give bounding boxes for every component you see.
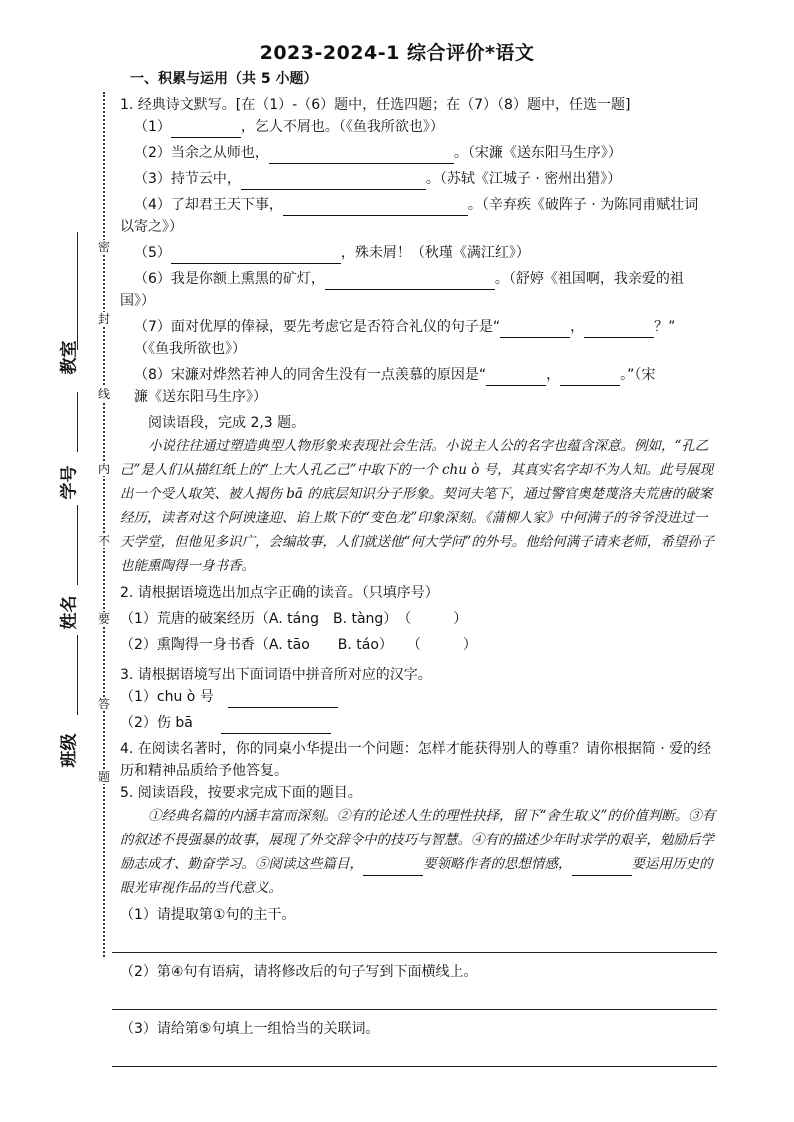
answer-line[interactable] [112,1040,717,1067]
binding-char: 密 [97,240,110,254]
answer-blank[interactable] [560,369,620,386]
answer-blank[interactable] [325,273,495,290]
binding-char: 内 [97,462,110,476]
binding-char: 线 [97,387,110,401]
q4-stem: 4. 在阅读名著时，你的同桌小华提出一个问题：怎样才能获得别人的尊重？请你根据简 · 爱的经历和精神品质给予他答复。 [120,741,712,779]
binding-dotted-line [103,92,105,957]
answer-blank[interactable] [171,121,241,138]
q5-passage: ①经典名篇的内涵丰富而深刻。②有的论述人生的理性抉择，留下“舍生取义”的价值判断。③有的叙述不畏强暴的故事，展现了外交辞令中的技巧与智慧。④有的描述少年时求学的艰辛，勉励后学励志成才、勤奋学习。⑤阅读这些篇目， 要领略作者的思想情感， 要运用历史的眼光审视作品的当代意义。 [120,808,716,896]
page-title: 2023-2024-1 综合评价*语文 [259,42,535,64]
name-label: 姓名 [59,595,80,630]
q5-stem: 5. 阅读语段，按要求完成下面的题目。 [120,785,362,801]
answer-line[interactable] [112,983,717,1010]
q2-stem: 2. 请根据语境选出加点字正确的读音。（只填序号） [120,585,439,601]
q1-item-1: （1） ，乞人不屑也。（《鱼我所欲也》） [120,116,720,138]
answer-blank[interactable] [269,147,454,164]
q2-option-1: （1）荒唐的破案经历（A. táng B. tàng） （ ） [120,611,468,627]
q1-item-4: （4）了却君王天下事， 。（辛弃疾《破阵子 · 为陈同甫赋壮词 [120,194,720,216]
answer-blank[interactable] [500,321,570,338]
q1-item-6: （6）我是你额上熏黑的矿灯， 。（舒婷《祖国啊，我亲爱的祖 [120,268,720,290]
q3-stem: 3. 请根据语境写出下面词语中拼音所对应的汉字。 [120,667,432,683]
answer-line[interactable] [112,926,717,953]
q5-sub-1: （1）请提取第①句的主干。 [120,907,296,923]
section-heading: 一、积累与运用（共 5 小题） [130,71,318,87]
binding-char: 题 [97,770,110,784]
q5-sub-2: （2）第④句有语病，请将修改后的句子写到下面横线上。 [120,964,478,980]
classroom-line [77,232,78,350]
binding-char: 封 [97,312,110,326]
q1-item-2: （2）当余之从师也， 。（宋濂《送东阳马生序》） [120,142,720,164]
exam-content [120,68,720,1067]
answer-blank[interactable] [221,717,331,734]
answer-blank[interactable] [572,859,632,876]
q1-item-5: （5） ，殊未屑！（秋瑾《满江红》） [120,242,720,264]
binding-char: 不 [97,534,110,548]
binding-char: 答 [97,697,110,711]
q2-option-2: （2）熏陶得一身书香（A. tāo B. táo） （ ） [120,637,477,653]
q1-item-8: （8）宋濂对烨然若神人的同舍生没有一点羡慕的原因是“ ， 。”（宋 [120,364,720,386]
student-id-label: 学号 [59,465,80,500]
answer-blank[interactable] [584,321,654,338]
class-label: 班级 [59,733,80,768]
q3-item-2: （2）伤 bā [120,712,720,734]
student-id-line [77,392,78,452]
class-line [77,635,78,715]
binding-char: 要 [97,612,110,626]
q3-item-1: （1）chu ò 号 [120,686,720,708]
q1-item-7: （7）面对优厚的俸禄，要先考虑它是否符合礼仪的句子是“ ， ？” [120,316,720,338]
answer-blank[interactable] [283,199,468,216]
q1-item-6-cont: 国》） [120,293,155,309]
answer-blank[interactable] [363,859,423,876]
reading-passage: 小说往往通过塑造典型人物形象来表现社会生活。小说主人公的名字也蕴含深意。例如，“孔乙己”是人们从描红纸上的“上大人孔乙己”中取下的一个 chu ò 号，其真实名字却不为人知。此号展现出一个受人取笑、被人揭伤 bā 的底层知识分子形象。契诃夫笔下，通过警官奥楚蔑洛夫荒唐的破案经历，读者对这个阿谀逢迎、谄上欺下的“变色龙”印象深刻。《蒲柳人家》中何满子的爷爷没进过一天学堂，但他见多识广，会编故事，人们就送他“何大学问”的外号。他给何满子请来老师，希望孙子也能熏陶得一身书香。 [120,438,715,574]
answer-blank[interactable] [241,173,426,190]
q1-item-8-cont: 濂《送东阳马生序》） [134,389,267,405]
q1-item-4-cont: 以寄之》） [120,219,183,235]
name-line [77,505,78,585]
q1-item-3: （3）持节云中， 。（苏轼《江城子 · 密州出猎》） [120,168,720,190]
answer-blank[interactable] [171,247,341,264]
q1-item-7-cont: （《鱼我所欲也》） [134,341,246,357]
reading-intro: 阅读语段，完成 2,3 题。 [148,415,306,431]
q5-sub-3: （3）请给第⑤句填上一组恰当的关联词。 [120,1021,380,1037]
classroom-label: 教室 [59,340,80,375]
answer-blank[interactable] [486,369,546,386]
q1-intro: 1. 经典诗文默写。[在（1）-（6）题中，任选四题；在（7）（8）题中，任选一题] [120,97,631,113]
answer-blank[interactable] [228,691,338,708]
